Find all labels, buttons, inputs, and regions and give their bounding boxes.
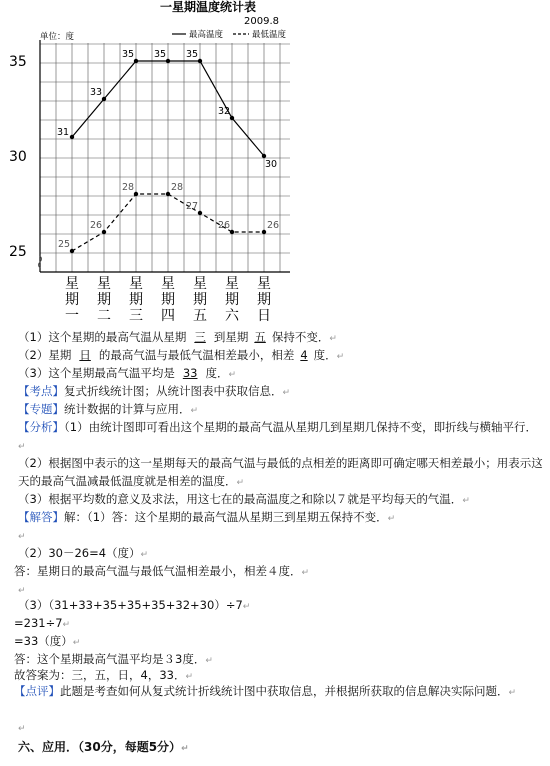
q2-part-a: （2）星期 bbox=[18, 348, 72, 362]
x-tick-label-char: 四 bbox=[161, 308, 175, 324]
calc-3c bbox=[14, 632, 80, 652]
calc-3b-text: =231÷7 bbox=[14, 616, 63, 630]
chart-date: 2009.8 bbox=[244, 16, 279, 27]
temperature-line-chart bbox=[0, 0, 550, 330]
x-tick-label-char: 星 bbox=[225, 276, 239, 292]
q2-part-b: 的最高气温与最低气温相差最小，相差 bbox=[98, 348, 295, 362]
answer-2 bbox=[14, 562, 309, 582]
series-low-point bbox=[166, 192, 170, 196]
answer-2-text: 答：星期日的最高气温与最低气温相差最小，相差４度． bbox=[14, 564, 302, 578]
calc-3b bbox=[14, 614, 70, 634]
q1-answer-a: 三 bbox=[194, 330, 206, 344]
series-low-point bbox=[134, 192, 138, 196]
x-tick-label-char: 二 bbox=[97, 308, 111, 324]
section-heading-text: 六、应用．（30分，每题5分） bbox=[18, 740, 182, 754]
series-low-data-label: 26 bbox=[218, 220, 231, 231]
x-tick-label-char: 期 bbox=[161, 292, 175, 308]
question-3 bbox=[18, 364, 236, 384]
section-heading bbox=[18, 738, 189, 758]
q1-part-b: 到星期 bbox=[213, 330, 249, 344]
final-answer-text: 故答案为：三，五，日，4，33． bbox=[14, 668, 186, 682]
x-tick-label-char: 六 bbox=[225, 308, 239, 324]
kaodian-text: 复式折线统计图；从统计图表中获取信息． bbox=[64, 384, 283, 398]
zhuanti-line bbox=[18, 400, 198, 420]
legend-low: 最低温度 bbox=[252, 30, 287, 40]
dianping-line bbox=[14, 682, 539, 702]
dianping-tag: 【点评】 bbox=[14, 684, 60, 698]
series-high bbox=[57, 49, 277, 170]
paragraph-mark: ↵ bbox=[18, 586, 26, 596]
x-tick-label-char: 星 bbox=[65, 276, 79, 292]
calc-3c-text: =33（度） bbox=[14, 634, 73, 648]
paragraph-mark: ↵ bbox=[185, 672, 193, 682]
paragraph-mark: ↵ bbox=[236, 478, 245, 488]
paragraph-mark: ↵ bbox=[508, 688, 517, 698]
x-tick-label-char: 星 bbox=[193, 276, 207, 292]
series-high-data-label: 35 bbox=[186, 49, 199, 60]
x-tick-label-char: 星 bbox=[97, 276, 111, 292]
question-2 bbox=[18, 346, 344, 366]
x-tick-labels bbox=[65, 276, 271, 324]
series-high-data-label: 33 bbox=[90, 87, 103, 98]
calc-2 bbox=[18, 544, 148, 564]
q3-part-a: （3）这个星期最高气温平均是 bbox=[18, 366, 175, 380]
paragraph-mark: ↵ bbox=[462, 496, 470, 506]
x-tick-label-char: 星 bbox=[129, 276, 143, 292]
zhuanti-tag: 【专题】 bbox=[18, 402, 64, 416]
series-high-point bbox=[262, 154, 266, 158]
series-low-data-label: 25 bbox=[58, 239, 71, 250]
paragraph-mark: ↵ bbox=[190, 406, 199, 416]
fenxi-2 bbox=[18, 454, 543, 492]
series-low-point bbox=[262, 230, 266, 234]
q1-answer-b: 五 bbox=[254, 330, 266, 344]
paragraph-mark: ↵ bbox=[140, 550, 149, 560]
paragraph-mark: ↵ bbox=[72, 638, 81, 648]
x-tick-label-char: 期 bbox=[225, 292, 239, 308]
paragraph-mark: ↵ bbox=[301, 568, 310, 578]
series-low-point bbox=[198, 211, 202, 215]
fenxi-2-text: （2）根据图中表示的这一星期每天的最高气温与最低的点相差的距离即可确定哪天相差最小；用表示这天的最高气温减最低温度就是相差的温度． bbox=[18, 456, 543, 488]
x-tick-label-char: 期 bbox=[97, 292, 111, 308]
series-high-data-label: 35 bbox=[122, 49, 135, 60]
series-low-data-label: 26 bbox=[267, 220, 280, 231]
series-high-data-label: 30 bbox=[265, 159, 278, 170]
question-1 bbox=[18, 328, 337, 348]
paragraph-mark: ↵ bbox=[205, 656, 213, 666]
series-high-data-label: 35 bbox=[154, 49, 167, 60]
dianping-text: 此题是考查如何从复式统计折线统计图中获取信息，并根据所获取的信息解决实际问题． bbox=[60, 684, 509, 698]
paragraph-mark: ↵ bbox=[18, 442, 26, 452]
y-tick-label: 25 bbox=[9, 244, 27, 260]
q1-part-a: （1）这个星期的最高气温从星期 bbox=[18, 330, 187, 344]
series-high-point bbox=[102, 97, 106, 101]
q2-answer-b: 4 bbox=[300, 348, 308, 362]
series-low-point bbox=[70, 249, 74, 253]
paragraph-mark: ↵ bbox=[329, 334, 337, 344]
y-tick-label: 35 bbox=[9, 54, 27, 70]
series-high-point bbox=[198, 59, 202, 63]
series-high-data-label: 31 bbox=[57, 127, 70, 138]
paragraph-mark: ↵ bbox=[181, 744, 189, 754]
jieda-line bbox=[18, 508, 395, 528]
paragraph-mark: ↵ bbox=[387, 514, 396, 524]
x-tick-label-char: 星 bbox=[161, 276, 175, 292]
x-tick-label-char: 日 bbox=[257, 308, 271, 324]
fenxi-3-text: （3）根据平均数的意义及求法，用这七在的最高温度之和除以７就是平均每天的气温． bbox=[18, 492, 463, 506]
q2-answer-a: 日 bbox=[79, 348, 91, 362]
calc-2-text: （2）30－26=4（度） bbox=[18, 546, 141, 560]
y-tick-label: 30 bbox=[9, 149, 27, 165]
paragraph-mark: ↵ bbox=[62, 620, 71, 630]
q2-part-c: 度． bbox=[313, 348, 337, 362]
paragraph-mark: ↵ bbox=[228, 370, 237, 380]
series-low-data-label: 26 bbox=[90, 220, 103, 231]
q3-part-b: 度． bbox=[205, 366, 229, 380]
x-tick-label-char: 星 bbox=[257, 276, 271, 292]
paragraph-mark: ↵ bbox=[282, 388, 291, 398]
paragraph-mark: ↵ bbox=[18, 532, 26, 542]
x-tick-label-char: 期 bbox=[129, 292, 143, 308]
calc-3a-text: （3）（31+33+35+35+35+32+30）÷7 bbox=[18, 598, 243, 612]
series-high-point bbox=[230, 116, 234, 120]
x-tick-label-char: 五 bbox=[193, 308, 207, 324]
series-low-data-label: 27 bbox=[186, 201, 199, 212]
q3-answer: 33 bbox=[182, 366, 198, 380]
series-high-point bbox=[166, 59, 170, 63]
q1-part-c: 保持不变． bbox=[271, 330, 330, 344]
x-tick-label-char: 期 bbox=[65, 292, 79, 308]
jieda-text: 解：（1）答：这个星期的最高气温从星期三到星期五保持不变． bbox=[64, 510, 388, 524]
chart-title: 一星期温度统计表 bbox=[160, 0, 257, 14]
series-low-data-label: 28 bbox=[122, 182, 135, 193]
x-tick-label-char: 期 bbox=[257, 292, 271, 308]
calc-3a bbox=[18, 596, 250, 616]
unit-label: 单位：度 bbox=[40, 32, 75, 42]
fenxi-1-text: （1）由统计图即可看出这个星期的最高气温从星期几到星期几保持不变，即折线与横轴平行． bbox=[64, 420, 538, 434]
fenxi-3 bbox=[18, 490, 470, 510]
paragraph-mark: ↵ bbox=[242, 602, 251, 612]
series-high-data-label: 32 bbox=[218, 106, 231, 117]
series-high-point bbox=[134, 59, 138, 63]
series-low-data-label: 28 bbox=[171, 182, 184, 193]
series-low-point bbox=[102, 230, 106, 234]
paragraph-mark: ↵ bbox=[18, 724, 26, 734]
fenxi-1 bbox=[18, 418, 543, 456]
paragraph-mark: ↵ bbox=[336, 352, 345, 362]
series-low-point bbox=[230, 230, 234, 234]
x-tick-label-char: 期 bbox=[193, 292, 207, 308]
series-high-point bbox=[70, 135, 74, 139]
series-low bbox=[58, 182, 279, 253]
jieda-tag: 【解答】 bbox=[18, 510, 64, 524]
zhuanti-text: 统计数据的计算与应用． bbox=[64, 402, 191, 416]
x-tick-label-char: 一 bbox=[65, 308, 79, 324]
empty-line bbox=[18, 526, 26, 546]
fenxi-tag: 【分析】 bbox=[18, 420, 64, 434]
x-tick-label-char: 三 bbox=[129, 308, 143, 324]
y-tick-labels bbox=[9, 54, 27, 260]
kaodian-line bbox=[18, 382, 290, 402]
answer-3-text: 答：这个星期最高气温平均是３3度． bbox=[14, 652, 206, 666]
kaodian-tag: 【考点】 bbox=[18, 384, 64, 398]
empty-line bbox=[18, 718, 26, 738]
legend-high: 最高温度 bbox=[189, 30, 224, 40]
chart-grid bbox=[40, 40, 290, 272]
